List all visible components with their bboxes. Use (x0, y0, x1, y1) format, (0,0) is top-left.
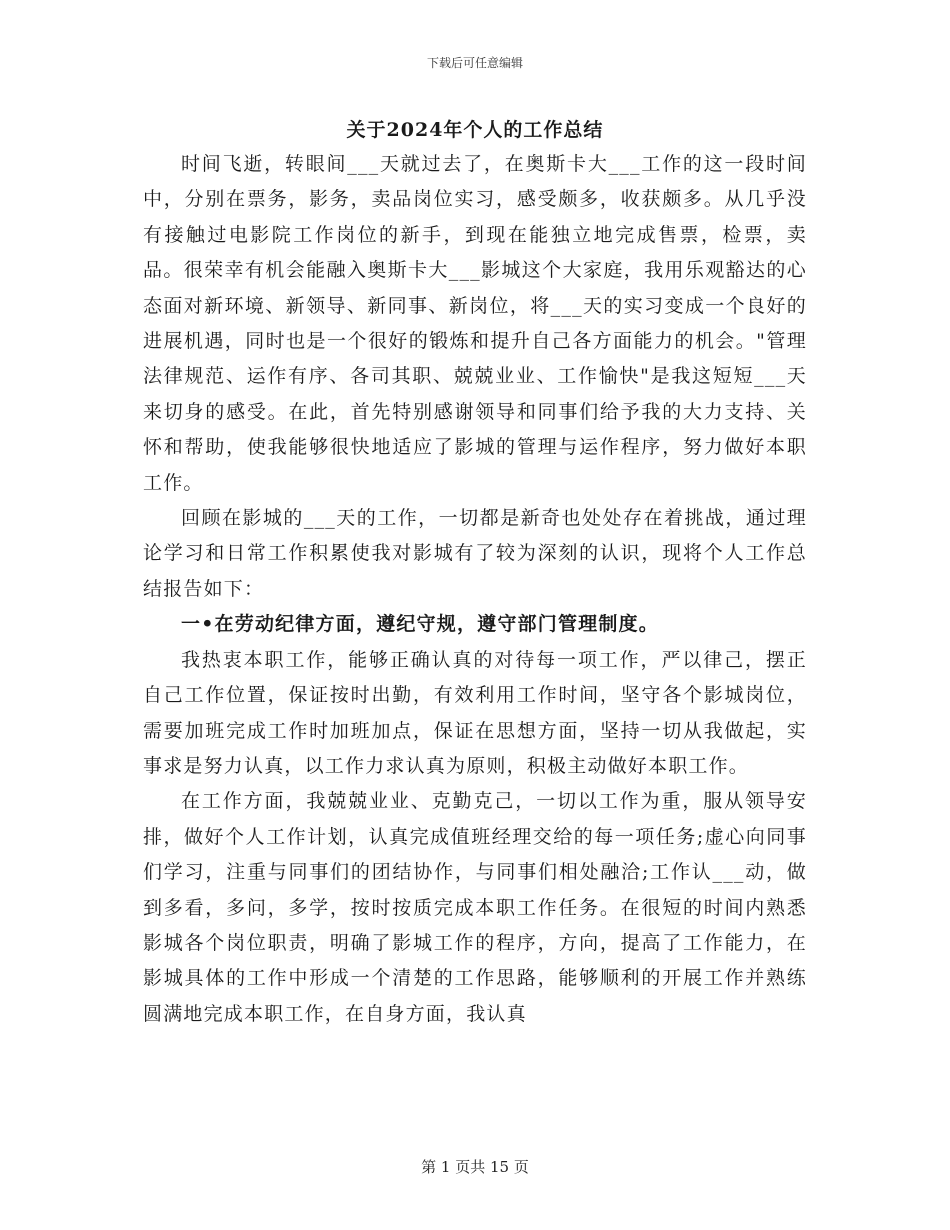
document-title: 关于2024年个人的工作总结 (346, 119, 604, 141)
paragraph-review: 回顾在影城的___天的工作，一切都是新奇也处处存在着挑战，通过理论学习和日常工作积累使我对影城有了较为深刻的认识，现将个人工作总结报告如下： (143, 507, 807, 600)
paragraph-discipline: 我热衷本职工作，能够正确认真的对待每一项工作，严以律己，摆正自己工作位置，保证按时出勤，有效利用工作时间，坚守各个影城岗位，需要加班完成工作时加班加点，保证在思想方面，坚持一切从我做起，实事求是努力认真，以工作力求认真为原则，积极主动做好本职工作。 (143, 648, 807, 777)
section-heading-discipline: 一•在劳动纪律方面，遵纪守规，遵守部门管理制度。 (181, 613, 659, 636)
page-header-note: 下载后可任意编辑 (426, 56, 523, 70)
paragraph-work: 在工作方面，我兢兢业业、克勤克己，一切以工作为重，服从领导安排，做好个人工作计划，认真完成值班经理交给的每一项任务;虚心向同事们学习，注重与同事们的团结协作，与同事们相处融洽;工作认___动，做到多看，多问，多学，按时按质完成本职工作任务。在很短的时间内熟悉影城各个岗位职责，明确了影城工作的程序，方向，提高了工作能力，在影城具体的工作中形成一个清楚的工作思路，能够顺利的开展工作并熟练圆满地完成本职工作，在自身方面，我认真 (143, 790, 807, 1025)
page-footer-number: 第 1 页共 15 页 (421, 1158, 529, 1176)
document-body (143, 147, 807, 1032)
paragraph-intro: 时间飞逝，转眼间___天就过去了，在奥斯卡大___工作的这一段时间中，分别在票务，影务，卖品岗位实习，感受颇多，收获颇多。从几乎没有接触过电影院工作岗位的新手，到现在能独立地完成售票，检票，卖品。很荣幸有机会能融入奥斯卡大___影城这个大家庭，我用乐观豁达的心态面对新环境、新领导、新同事、新岗位，将___天的实习变成一个良好的进展机遇，同时也是一个很好的锻炼和提升自己各方面能力的机会。"管理法律规范、运作有序、各司其职、兢兢业业、工作愉快"是我这短短___天来切身的感受。在此，首先特别感谢领导和同事们给予我的大力支持、关怀和帮助，使我能够很快地适应了影城的管理与运作程序，努力做好本职工作。 (143, 153, 807, 494)
